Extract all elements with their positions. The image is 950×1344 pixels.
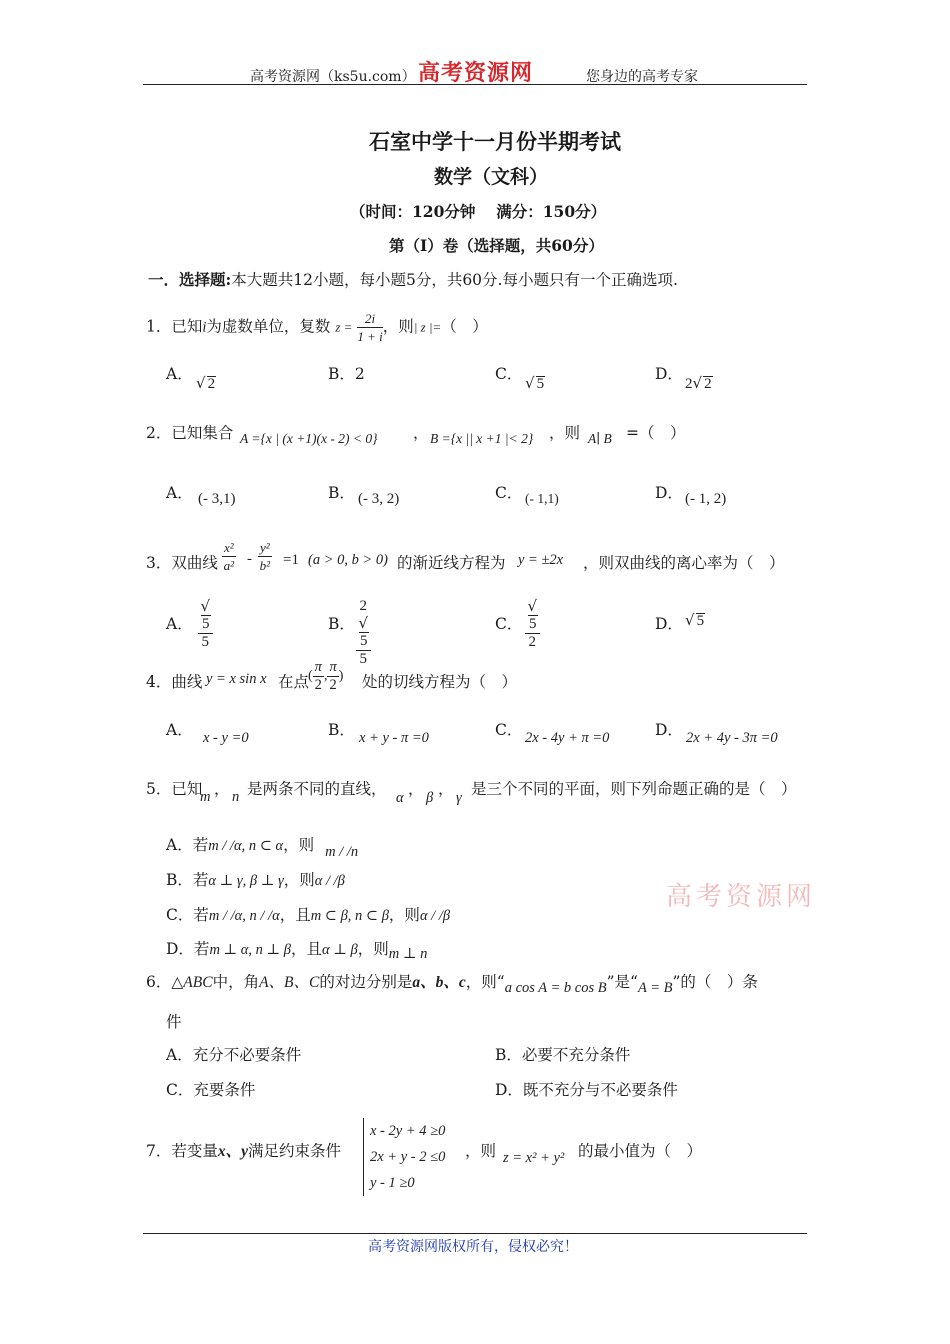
q2-set-a: A ={x | (x +1)(x - 2) < 0} bbox=[240, 431, 378, 446]
q7-constraint-2: 2x + y - 2 ≤0 bbox=[370, 1149, 446, 1165]
q2-option-b: B． bbox=[328, 484, 355, 502]
q6-option-d: D．既不充分与不必要条件 bbox=[495, 1081, 678, 1099]
q4-text3: 处的切线方程为（ ） bbox=[362, 673, 518, 691]
q2-option-d: D． bbox=[655, 484, 683, 502]
section-label: 一．选择题: bbox=[148, 270, 232, 289]
exam-title: 石室中学十一月份半期考试 bbox=[369, 129, 621, 154]
exam-subject: 数学（文科） bbox=[434, 166, 549, 188]
q1-number: 1． bbox=[146, 317, 172, 336]
q1-option-a: A． bbox=[166, 365, 193, 383]
section-heading bbox=[148, 268, 678, 290]
q2-text: 已知集合 bbox=[171, 424, 234, 442]
q7-constraint-3: y - 1 ≥0 bbox=[370, 1175, 415, 1191]
q4-option-c: C． bbox=[495, 721, 523, 739]
q6-line1: 6．△ABC中，角A、B、C的对边分别是a、b、c，则“a cos A = b cos B”是“A = B”的（ ）条 bbox=[146, 973, 758, 996]
q3-option-c: C． bbox=[495, 615, 523, 633]
q2-paren: =（ ） bbox=[626, 424, 686, 442]
q7-number: 7． bbox=[146, 1142, 172, 1160]
q5-lead bbox=[146, 777, 202, 799]
q3-option-c-value: √ 5 2 bbox=[525, 598, 540, 651]
q2-set-b: B ={x || x +1 |< 2} bbox=[430, 431, 534, 446]
q2-option-c: C． bbox=[495, 484, 523, 502]
q7-constraint-1: x - 2y + 4 ≥0 bbox=[370, 1123, 446, 1139]
q5-option-b: B．若α ⊥ γ, β ⊥ γ，则α / /β bbox=[166, 871, 345, 889]
q3-option-b: B． bbox=[328, 615, 355, 633]
header-rule bbox=[143, 84, 807, 85]
watermark: 高考资源网 bbox=[666, 882, 817, 912]
q5-n: n bbox=[232, 789, 240, 805]
q2-number: 2． bbox=[146, 424, 172, 442]
q4-option-b-value: x + y - π =0 bbox=[359, 730, 429, 746]
q2-comma: ， bbox=[413, 424, 429, 442]
q5-comma-2: ， bbox=[408, 780, 424, 798]
section-text: 本大题共12小题，每小题5分，共60分.每小题只有一个正确选项. bbox=[231, 271, 678, 289]
q7-objective: z = x² + y² bbox=[503, 1150, 565, 1166]
q3-option-a-value: √ 5 5 bbox=[198, 598, 213, 651]
q2-option-a: A． bbox=[166, 484, 193, 502]
q2-option-c-value: (- 1,1) bbox=[525, 491, 559, 506]
question-1 bbox=[146, 310, 488, 345]
q1-paren: （ ） bbox=[441, 317, 488, 336]
q5-m: m bbox=[200, 789, 211, 805]
q2-text2: ，则 bbox=[549, 424, 581, 442]
q3-asymptote: y = ±2x bbox=[518, 552, 564, 568]
q4-option-b: B． bbox=[328, 721, 355, 739]
q1-option-d: D． bbox=[655, 365, 683, 383]
q4-lead bbox=[146, 670, 202, 692]
q2-option-b-value: (- 3, 2) bbox=[358, 491, 400, 507]
q3-number: 3． bbox=[146, 554, 172, 572]
q1-text3: ，则 bbox=[382, 317, 414, 336]
q3-option-d: D． bbox=[655, 615, 683, 633]
q1-frac-den: 1 + i bbox=[357, 329, 383, 344]
q3-condition: (a > 0, b > 0) bbox=[308, 552, 388, 568]
q1-fraction bbox=[357, 310, 382, 345]
q7-lead: 7．若变量x、y满足约束条件 bbox=[146, 1142, 342, 1160]
q5-comma-3: ， bbox=[438, 780, 454, 798]
footer-copyright: 高考资源网版权所有，侵权必究！ bbox=[368, 1239, 578, 1255]
q4-option-a: A． bbox=[166, 721, 193, 739]
q4-number: 4． bbox=[146, 673, 172, 691]
q1-z: z = bbox=[335, 319, 353, 335]
q3-option-a: A． bbox=[166, 615, 193, 633]
q3-fraction-1: $\frac{\text{x²}}{\text{a²}}$ bbox=[223, 540, 235, 573]
q2-option-a-value: (- 3,1) bbox=[198, 491, 236, 507]
q5-text3: 是三个不同的平面，则下列命题正确的是（ ） bbox=[471, 780, 797, 798]
q5-text2: 是两条不同的直线， bbox=[247, 780, 387, 798]
q4-option-d: D． bbox=[655, 721, 683, 739]
q3-text: 双曲线 bbox=[171, 554, 218, 572]
footer-rule bbox=[143, 1233, 807, 1234]
q1-text2: 为虚数单位，复数 bbox=[206, 317, 331, 336]
q3-text2: 的渐近线方程为 bbox=[397, 554, 506, 572]
q4-curve: y = x sin x bbox=[206, 671, 267, 687]
q5-option-a: A．若m / /α, n ⊂ α，则 m / /n bbox=[166, 836, 359, 860]
header-source: 高考资源网（ks5u.com） bbox=[250, 69, 416, 85]
q3-option-b-value: 2 √ 5 5 bbox=[356, 598, 371, 668]
q5-comma: ， bbox=[214, 780, 230, 798]
q3-text3: ，则双曲线的离心率为（ ） bbox=[583, 554, 785, 572]
q1-option-c-value: √ 5 bbox=[525, 374, 545, 392]
q6-line2: 件 bbox=[166, 1013, 182, 1031]
q4-option-a-value: x - y =0 bbox=[203, 730, 249, 746]
q3-equals: =1 bbox=[283, 552, 299, 568]
q1-option-d-value: 2√ 2 bbox=[685, 374, 712, 392]
exam-time-info: （时间：120分钟 满分：150分） bbox=[350, 202, 607, 221]
q4-option-c-value: 2x - 4y + π =0 bbox=[525, 730, 610, 746]
q6-number: 6． bbox=[146, 973, 172, 991]
q2-expr: A∣ B bbox=[588, 431, 612, 446]
q1-abs: | z |= bbox=[413, 319, 442, 335]
q5-beta: β bbox=[426, 790, 434, 806]
question-2 bbox=[146, 421, 233, 443]
q1-text: 已知 bbox=[171, 317, 203, 336]
q5-option-c: C．若m / /α, n / /α，且m ⊂ β, n ⊂ β，则α / /β bbox=[166, 906, 451, 924]
q5-gamma: γ bbox=[456, 790, 462, 806]
q1-option-b: B．2 bbox=[328, 365, 365, 383]
q4-text2: 在点 bbox=[278, 673, 310, 691]
q7-constraint-system bbox=[363, 1118, 445, 1196]
header-logo: 高考资源网 bbox=[418, 60, 534, 86]
q6-option-b: B．必要不充分条件 bbox=[495, 1046, 631, 1064]
q5-option-d: D．若m ⊥ α, n ⊥ β，且α ⊥ β，则m ⊥ n bbox=[166, 940, 428, 962]
q6-option-a: A．充分不必要条件 bbox=[166, 1046, 302, 1064]
q3-lead bbox=[146, 551, 218, 573]
q4-point: ( $\frac{\pi}{2}$ , $\frac{\pi}{2}$ ) bbox=[308, 659, 344, 693]
q7-text3: 的最小值为（ ） bbox=[578, 1142, 703, 1160]
q2-option-d-value: (- 1, 2) bbox=[685, 491, 727, 507]
q5-text: 已知 bbox=[171, 780, 203, 798]
q5-number: 5． bbox=[146, 780, 172, 798]
exam-part: 第（Ⅰ）卷（选择题，共60分） bbox=[389, 236, 604, 255]
q3-option-d-value: √ 5 bbox=[685, 611, 705, 629]
q1-option-c: C． bbox=[495, 365, 523, 383]
q1-option-a-value: √ 2 bbox=[196, 374, 216, 392]
q3-minus: - bbox=[247, 551, 252, 567]
q6-option-c: C．充要条件 bbox=[166, 1081, 256, 1099]
q1-i: i bbox=[202, 319, 207, 336]
q4-option-d-value: 2x + 4y - 3π =0 bbox=[686, 730, 778, 746]
q3-fraction-2: $\frac{\text{y²}}{\text{b²}}$ bbox=[259, 540, 271, 573]
q5-alpha: α bbox=[396, 790, 404, 806]
header-slogan: 您身边的高考专家 bbox=[586, 69, 698, 85]
q7-text2: ，则 bbox=[465, 1142, 497, 1160]
q1-frac-num: 2i bbox=[357, 310, 382, 328]
q4-text: 曲线 bbox=[171, 673, 203, 691]
